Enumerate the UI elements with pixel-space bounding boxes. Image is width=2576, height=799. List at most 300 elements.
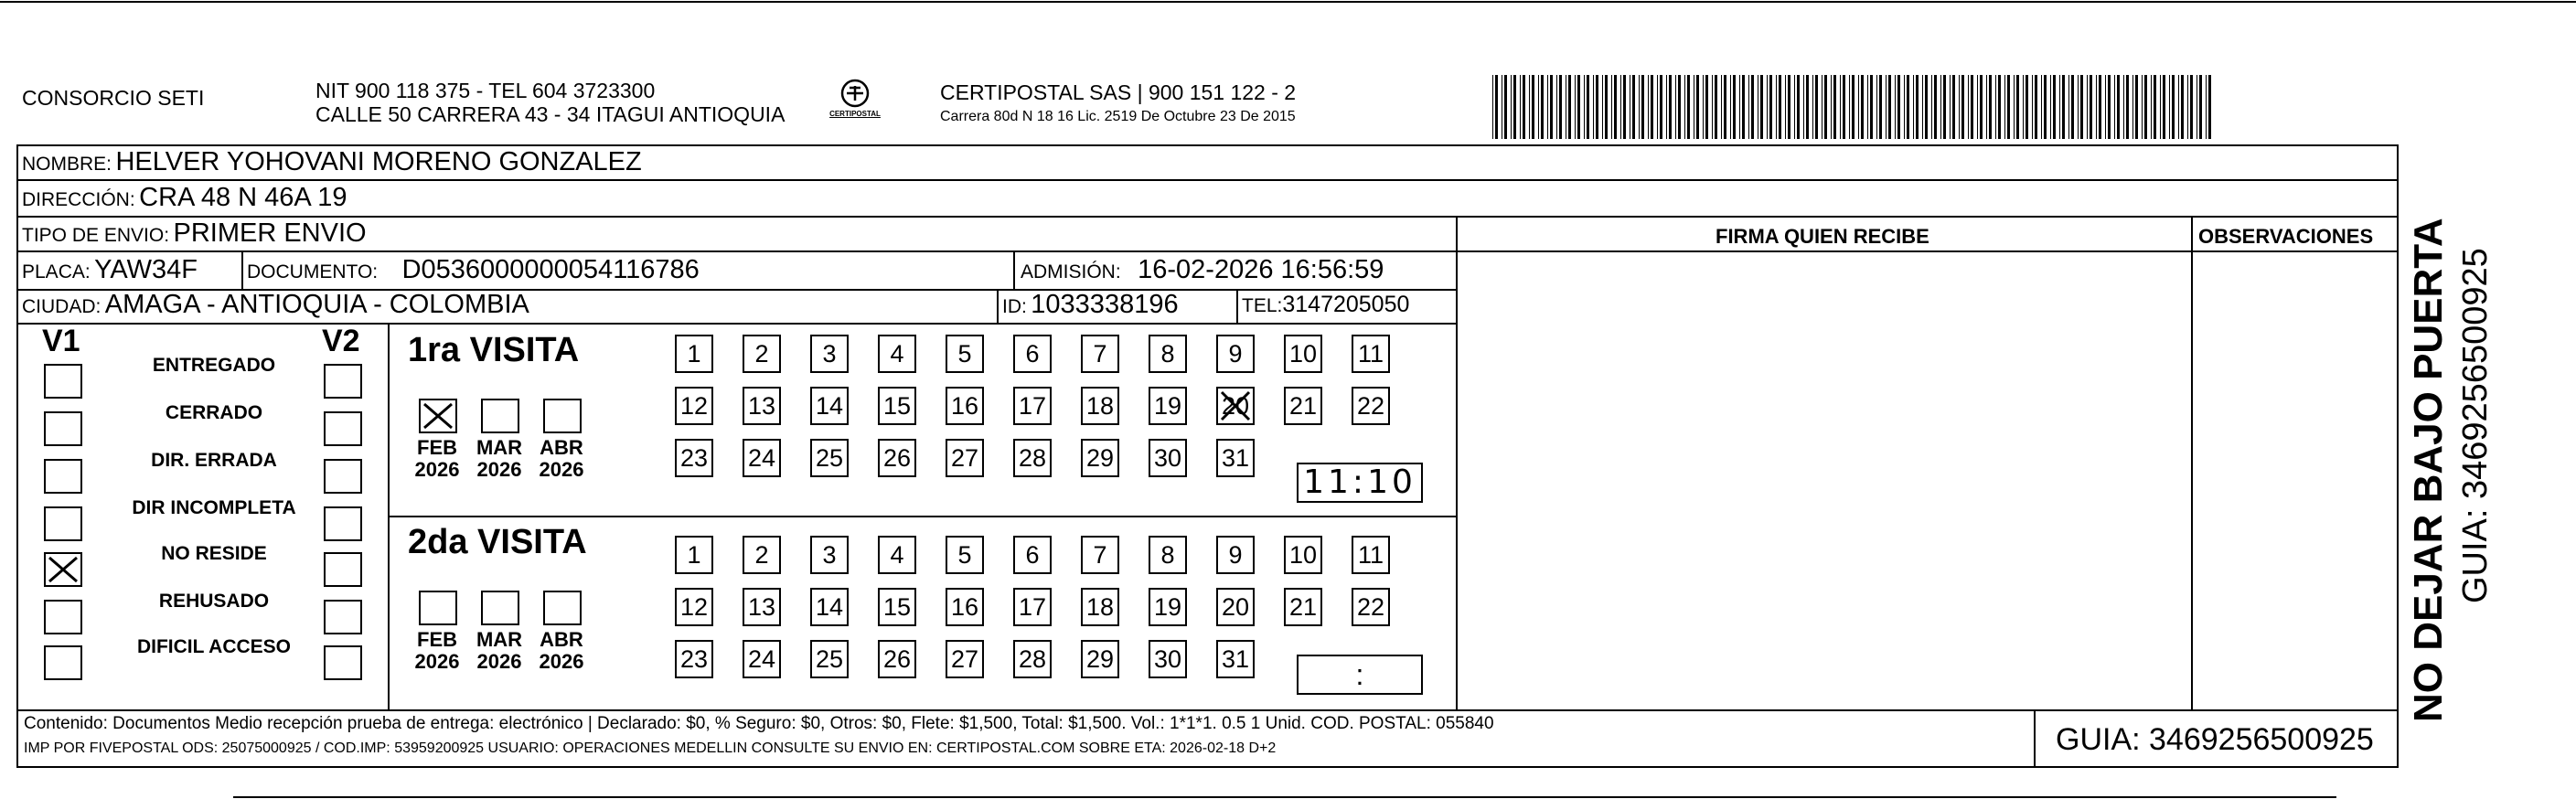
barcode-bar: [1532, 75, 1534, 139]
barcode-bar: [1824, 75, 1827, 139]
barcode-bar: [1879, 75, 1882, 139]
barcode-bar: [1861, 75, 1864, 139]
visit1-day[interactable]: [743, 335, 781, 373]
visit2-day-number: 3: [822, 541, 837, 569]
visit2-day[interactable]: [810, 536, 849, 574]
row-line: [16, 709, 2399, 711]
visit1-day-number: 12: [679, 392, 709, 420]
ciudad-value: AMAGA - ANTIOQUIA - COLOMBIA: [104, 290, 529, 319]
visit2-month-year: 2026: [539, 650, 584, 673]
visit1-day-number: 14: [815, 392, 844, 420]
barcode-bar: [2187, 75, 2188, 139]
admision-label: ADMISIÓN:: [1021, 261, 1121, 282]
barcode-bar: [1989, 75, 1992, 139]
nombre-label: NOMBRE:: [22, 154, 112, 175]
barcode-bar: [1767, 75, 1768, 139]
barcode-bar: [2099, 75, 2101, 139]
barcode-bar: [1815, 75, 1818, 139]
visit1-day[interactable]: [810, 439, 849, 477]
barcode-bar: [1703, 75, 1704, 139]
barcode-bar: [1666, 75, 1667, 139]
barcode-bar: [2053, 75, 2056, 139]
col-line: [1013, 250, 1015, 289]
barcode-bar: [1556, 75, 1557, 139]
visit1-day[interactable]: [1149, 439, 1187, 477]
barcode-bar: [1858, 75, 1859, 139]
visit2-day-number: 8: [1160, 541, 1175, 569]
status-label: REHUSADO: [158, 591, 270, 612]
visit1-day-number: 13: [747, 392, 776, 420]
nombre-value: HELVER YOHOVANI MORENO GONZALEZ: [115, 147, 642, 176]
barcode-bar: [1886, 75, 1887, 139]
v2-label: V2: [322, 324, 360, 358]
col-line: [997, 289, 999, 323]
visit2-day-number: 11: [1357, 541, 1384, 569]
visit1-day[interactable]: [1013, 335, 1052, 373]
barcode-bar: [2160, 75, 2161, 139]
ciudad-label: CIUDAD:: [22, 296, 102, 317]
barcode-bar: [2163, 75, 2165, 139]
row-line: [2191, 250, 2399, 252]
placa-row: [22, 256, 198, 288]
barcode-bar: [1897, 75, 1900, 139]
barcode-bar: [1961, 75, 1964, 139]
visit1-month-year: 2026: [539, 458, 584, 481]
visit1-day-number: 28: [1018, 444, 1047, 472]
barcode-bar: [2014, 75, 2015, 139]
visit2-day-number: 21: [1288, 593, 1318, 621]
guia-footer: GUIA: 3469256500925: [2056, 722, 2374, 757]
visit2-day-number: 6: [1025, 541, 1040, 569]
barcode-bar: [1712, 75, 1713, 139]
barcode-bar: [1840, 75, 1841, 139]
barcode-bar: [1913, 75, 1914, 139]
visit1-day[interactable]: [1149, 387, 1187, 425]
barcode-bar: [1959, 75, 1960, 139]
visit2-day[interactable]: [878, 640, 916, 678]
visit2-day-number: 5: [957, 541, 972, 569]
v1-checkbox[interactable]: [44, 600, 82, 634]
visit1-day[interactable]: [1352, 387, 1390, 425]
visit2-day[interactable]: [1216, 536, 1255, 574]
imp-line: IMP POR FIVEPOSTAL ODS: 25075000925 / COD.IMP: 53959200925 USUARIO: OPERACIONES MEDELLIN CONSULTE SU ENVIO EN: CERTIPOSTAL.COM SOBRE ETA: 2026-02-18 D+2: [24, 740, 1277, 756]
documento-value: D0536000000054116786: [401, 255, 700, 284]
visit1-day-number: 27: [950, 444, 979, 472]
tipo-envio-row: [22, 219, 367, 251]
barcode-bar: [2190, 75, 2193, 139]
v1-checkbox[interactable]: [44, 411, 82, 446]
barcode-bar: [1943, 75, 1946, 139]
visit1-day-number: 8: [1160, 340, 1175, 368]
visit1-day[interactable]: [878, 387, 916, 425]
visit2-day[interactable]: [1216, 588, 1255, 626]
visit1-day-number: 7: [1093, 340, 1107, 368]
barcode-bar: [2026, 75, 2028, 139]
visit1-day-number: 1: [687, 340, 701, 368]
visit1-day-number: 6: [1025, 340, 1040, 368]
barcode-bar: [1888, 75, 1891, 139]
barcode-bar: [1968, 75, 1969, 139]
visit2-day-number: 27: [950, 645, 979, 673]
id-row: [1002, 291, 1179, 323]
v2-checkbox[interactable]: [324, 600, 362, 634]
documento-row: [247, 256, 700, 288]
visit2-day[interactable]: [1149, 640, 1187, 678]
visit2-day[interactable]: [1081, 536, 1119, 574]
visit2-month-name: FEB: [417, 628, 457, 651]
id-label: ID:: [1002, 296, 1027, 317]
v2-checkbox[interactable]: [324, 364, 362, 399]
v1-checkbox[interactable]: [44, 364, 82, 399]
barcode-bar: [1520, 75, 1521, 139]
admision-value: 16-02-2026 16:56:59: [1138, 255, 1384, 284]
visit1-month-checkbox[interactable]: [543, 399, 582, 433]
visit1-day[interactable]: [1013, 387, 1052, 425]
tipo-envio-value: PRIMER ENVIO: [173, 218, 367, 248]
visit1-day[interactable]: [946, 335, 984, 373]
barcode-bar: [1623, 75, 1626, 139]
visit1-title: 1ra VISITA: [408, 331, 580, 369]
documento-label: DOCUMENTO:: [247, 261, 379, 282]
barcode-bar: [1559, 75, 1562, 139]
barcode-bar: [1916, 75, 1919, 139]
visit2-day-number: 24: [747, 645, 776, 673]
barcode-bar: [1577, 75, 1580, 139]
barcode-bar: [1876, 75, 1877, 139]
bottom-cut-line: [233, 796, 2336, 798]
visit2-day-number: 31: [1221, 645, 1250, 673]
visit1-day-number: 25: [815, 444, 844, 472]
v1-checkbox[interactable]: [44, 506, 82, 541]
visit2-month-checkbox[interactable]: [419, 591, 457, 625]
tel-value: 3147205050: [1282, 292, 1410, 317]
barcode-bar: [1940, 75, 1941, 139]
visit1-day-number: 3: [822, 340, 837, 368]
barcode-bar: [2087, 75, 2088, 139]
barcode-bar: [1751, 75, 1754, 139]
barcode-bar: [2114, 75, 2115, 139]
barcode-bar: [1831, 75, 1832, 139]
barcode-bar: [1986, 75, 1987, 139]
visit2-day[interactable]: [1013, 536, 1052, 574]
row-line: [1456, 250, 2191, 252]
visit1-day-number: 4: [890, 340, 904, 368]
barcode-bar: [1980, 75, 1983, 139]
visit2-day[interactable]: [1081, 640, 1119, 678]
visit2-day[interactable]: [1352, 536, 1390, 574]
visit2-day[interactable]: [1013, 640, 1052, 678]
barcode: [1492, 75, 2224, 139]
barcode-bar: [1641, 75, 1644, 139]
visit1-month-checkbox[interactable]: [419, 399, 457, 433]
visit1-day-number: 21: [1288, 392, 1318, 420]
visit1-day[interactable]: [1216, 387, 1255, 425]
nit-line: NIT 900 118 375 - TEL 604 3723300: [315, 79, 656, 102]
barcode-bar: [2050, 75, 2051, 139]
barcode-bar: [2044, 75, 2047, 139]
visit2-day-number: 9: [1228, 541, 1243, 569]
visit2-day[interactable]: [743, 536, 781, 574]
barcode-bar: [1739, 75, 1740, 139]
visit2-day[interactable]: [810, 588, 849, 626]
barcode-bar: [1779, 75, 1781, 139]
barcode-bar: [1660, 75, 1662, 139]
visit2-day[interactable]: [946, 640, 984, 678]
admision-row: [1021, 256, 1384, 288]
barcode-bar: [1669, 75, 1672, 139]
barcode-bar: [2154, 75, 2156, 139]
visit2-day[interactable]: [1081, 588, 1119, 626]
barcode-bar: [1849, 75, 1850, 139]
visit1-day[interactable]: [878, 335, 916, 373]
v2-checkbox[interactable]: [324, 506, 362, 541]
barcode-bar: [2199, 75, 2202, 139]
visit2-day[interactable]: [878, 588, 916, 626]
visit2-month-checkbox[interactable]: [543, 591, 582, 625]
barcode-bar: [1605, 75, 1608, 139]
visit2-day[interactable]: [1284, 536, 1322, 574]
visit1-month-year: 2026: [414, 458, 460, 481]
barcode-bar: [1788, 75, 1790, 139]
barcode-bar: [2123, 75, 2124, 139]
visit1-day[interactable]: [743, 387, 781, 425]
visit1-day[interactable]: [1284, 387, 1322, 425]
placa-label: PLACA:: [22, 261, 91, 282]
v1-checkbox[interactable]: [44, 459, 82, 494]
v2-checkbox[interactable]: [324, 645, 362, 680]
col-line: [1236, 289, 1238, 323]
status-label: CERRADO: [165, 402, 263, 423]
barcode-bar: [1657, 75, 1658, 139]
visit2-day[interactable]: [946, 588, 984, 626]
nombre-row: [22, 148, 642, 180]
barcode-bar: [1797, 75, 1800, 139]
visit1-day-number: 17: [1018, 392, 1047, 420]
barcode-bar: [1776, 75, 1777, 139]
barcode-bar: [1895, 75, 1896, 139]
barcode-bar: [2078, 75, 2079, 139]
barcode-bar: [1611, 75, 1612, 139]
visit1-day[interactable]: [1284, 335, 1322, 373]
barcode-bar: [1907, 75, 1909, 139]
barcode-bar: [1593, 75, 1594, 139]
barcode-bar: [2105, 75, 2106, 139]
visit1-day-number: 22: [1356, 392, 1385, 420]
logo-text: CERTIPOSTAL: [829, 110, 881, 118]
visit1-day[interactable]: [1149, 335, 1187, 373]
barcode-bar: [1648, 75, 1649, 139]
visit1-day[interactable]: [878, 439, 916, 477]
status-label: ENTREGADO: [152, 355, 276, 376]
certipostal-logo: [823, 77, 887, 123]
row-line: [16, 216, 2399, 218]
barcode-bar: [1550, 75, 1553, 139]
barcode-bar: [1843, 75, 1845, 139]
visit1-day[interactable]: [675, 387, 713, 425]
v2-checkbox[interactable]: [324, 459, 362, 494]
address-line: CALLE 50 CARRERA 43 - 34 ITAGUI ANTIOQUIA: [315, 102, 786, 126]
visit2-day[interactable]: [1352, 588, 1390, 626]
barcode-bar: [1870, 75, 1873, 139]
barcode-bar: [1495, 75, 1498, 139]
visit2-day[interactable]: [946, 536, 984, 574]
visit2-day[interactable]: [1149, 536, 1187, 574]
visit1-day[interactable]: [1352, 335, 1390, 373]
visit1-day-number: 10: [1288, 340, 1318, 368]
col-line: [2034, 709, 2036, 768]
visit1-day-mark: [1218, 389, 1253, 423]
visit2-day[interactable]: [743, 640, 781, 678]
barcode-bar: [1541, 75, 1544, 139]
tel-row: [1242, 291, 1409, 322]
barcode-bar: [2007, 75, 2010, 139]
visit1-day[interactable]: [1216, 439, 1255, 477]
direccion-label: DIRECCIÓN:: [22, 189, 135, 210]
visit2-day-number: 23: [679, 645, 709, 673]
visit2-day[interactable]: [743, 588, 781, 626]
visit2-month-checkbox[interactable]: [481, 591, 519, 625]
visit1-day-number: 18: [1085, 392, 1115, 420]
visit2-day[interactable]: [810, 640, 849, 678]
visit1-day[interactable]: [1216, 335, 1255, 373]
barcode-bar: [1492, 75, 1493, 139]
visit1-day[interactable]: [810, 335, 849, 373]
v1-checkbox[interactable]: [44, 552, 82, 587]
visit2-day-number: 28: [1018, 645, 1047, 673]
barcode-bar: [2181, 75, 2184, 139]
barcode-bar: [1696, 75, 1699, 139]
visit1-day-number: 9: [1228, 340, 1243, 368]
direccion-value: CRA 48 N 46A 19: [139, 183, 347, 212]
placa-value: YAW34F: [94, 255, 198, 284]
barcode-bar: [1675, 75, 1676, 139]
barcode-bar: [1538, 75, 1539, 139]
status-label: DIR INCOMPLETA: [132, 497, 296, 518]
license-line: Carrera 80d N 18 16 Lic. 2519 De Octubre 23 De 2015: [940, 109, 1296, 124]
visit2-day-number: 22: [1356, 593, 1385, 621]
barcode-bar: [1748, 75, 1749, 139]
barcode-bar: [1651, 75, 1653, 139]
visit2-day[interactable]: [675, 588, 713, 626]
barcode-bar: [1806, 75, 1809, 139]
barcode-bar: [2208, 75, 2211, 139]
barcode-bar: [2142, 75, 2143, 139]
visit1-day[interactable]: [743, 439, 781, 477]
barcode-bar: [1867, 75, 1868, 139]
barcode-bar: [2071, 75, 2074, 139]
id-value: 1033338196: [1031, 290, 1179, 319]
visit1-day[interactable]: [1081, 439, 1119, 477]
barcode-bar: [2016, 75, 2019, 139]
barcode-bar: [1995, 75, 1996, 139]
visit2-day-number: 26: [882, 645, 912, 673]
barcode-bar: [1568, 75, 1571, 139]
visit2-day[interactable]: [1284, 588, 1322, 626]
barcode-bar: [1504, 75, 1507, 139]
visit2-day[interactable]: [675, 536, 713, 574]
visit1-day[interactable]: [1081, 335, 1119, 373]
barcode-bar: [2023, 75, 2024, 139]
barcode-bar: [1760, 75, 1763, 139]
visit2-day[interactable]: [878, 536, 916, 574]
barcode-bar: [1584, 75, 1585, 139]
barcode-bar: [2062, 75, 2065, 139]
visit2-month-name: MAR: [476, 628, 523, 651]
barcode-bar: [1721, 75, 1722, 139]
barcode-bar: [1547, 75, 1548, 139]
barcode-bar: [1971, 75, 1973, 139]
v2-checkbox[interactable]: [324, 552, 362, 587]
col-line: [2191, 216, 2193, 709]
visit2-day-number: 16: [950, 593, 979, 621]
visit2-day-number: 7: [1093, 541, 1107, 569]
barcode-bar: [2178, 75, 2179, 139]
side-warning: NO DEJAR BAJO PUERTA: [2406, 218, 2451, 722]
visit1-day-number: 16: [950, 392, 979, 420]
visit1-day-number: 26: [882, 444, 912, 472]
barcode-bar: [2169, 75, 2170, 139]
visit1-day[interactable]: [675, 439, 713, 477]
visit1-day[interactable]: [675, 335, 713, 373]
visit1-day[interactable]: [1013, 439, 1052, 477]
visit1-day[interactable]: [1081, 387, 1119, 425]
v1-checkbox[interactable]: [44, 645, 82, 680]
visit1-day[interactable]: [810, 387, 849, 425]
visit1-month-name: ABR: [540, 436, 583, 459]
visit2-day-number: 20: [1221, 593, 1250, 621]
visit2-month-name: ABR: [540, 628, 583, 651]
barcode-bar: [2068, 75, 2069, 139]
visit1-day-number: 11: [1357, 340, 1384, 368]
v2-checkbox[interactable]: [324, 411, 362, 446]
visit2-day[interactable]: [1149, 588, 1187, 626]
visit2-day-number: 18: [1085, 593, 1115, 621]
direccion-row: [22, 184, 347, 216]
barcode-bar: [2035, 75, 2037, 139]
barcode-bar: [2172, 75, 2175, 139]
barcode-bar: [1614, 75, 1617, 139]
status-label: NO RESIDE: [161, 543, 267, 564]
visit1-day-number: 5: [957, 340, 972, 368]
tel-label: TEL:: [1242, 295, 1283, 316]
barcode-bar: [1803, 75, 1804, 139]
barcode-bar: [1794, 75, 1795, 139]
visit2-time: :: [1355, 658, 1364, 691]
visit2-day[interactable]: [1216, 640, 1255, 678]
barcode-bar: [1952, 75, 1955, 139]
firma-header: FIRMA QUIEN RECIBE: [1716, 225, 1929, 248]
tipo-envio-label: TIPO DE ENVIO:: [22, 225, 170, 246]
barcode-bar: [1523, 75, 1525, 139]
visit1-day[interactable]: [946, 439, 984, 477]
status-label: DIR. ERRADA: [151, 450, 277, 471]
barcode-bar: [1785, 75, 1786, 139]
barcode-bar: [1687, 75, 1690, 139]
contenido-line: Contenido: Documentos Medio recepción prueba de entrega: electrónico | Declarado: $0, % Seguro: $0, Otros: $0, Flete: $1,500, Total: $1,500. Vol.: 1*1*1. 0.5 1 Unid. COD. POSTAL: 055840: [24, 714, 1494, 733]
visit1-day-number: 2: [754, 340, 769, 368]
visit2-day-number: 15: [882, 593, 912, 621]
visit2-day-number: 17: [1018, 593, 1047, 621]
visit1-day[interactable]: [946, 387, 984, 425]
visit1-day-number: 29: [1085, 444, 1115, 472]
barcode-bar: [1931, 75, 1932, 139]
visit1-month-checkbox[interactable]: [481, 399, 519, 433]
visit2-day[interactable]: [1013, 588, 1052, 626]
visit2-day-number: 29: [1085, 645, 1115, 673]
barcode-bar: [1705, 75, 1708, 139]
visit2-day[interactable]: [675, 640, 713, 678]
barcode-bar: [2080, 75, 2083, 139]
